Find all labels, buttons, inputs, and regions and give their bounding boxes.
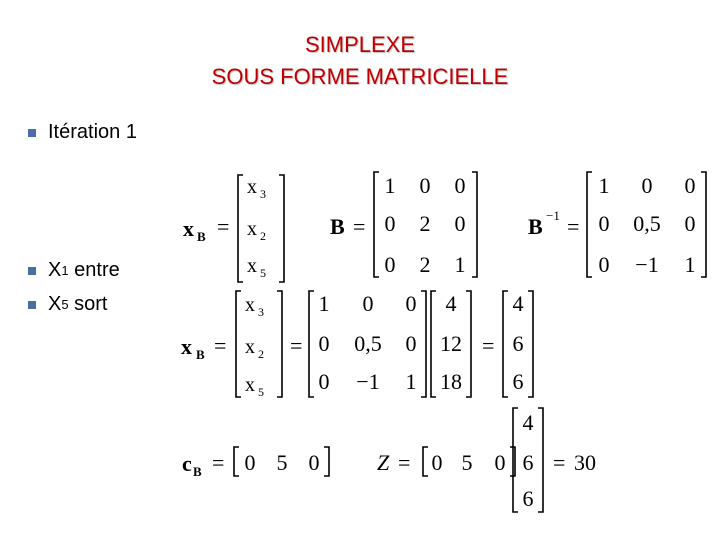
leaving-var: X (48, 293, 62, 315)
equals-sign: = (353, 214, 366, 239)
Z-result: 30 (574, 450, 596, 475)
slide-title-line2: SOUS FORME MATRICIELLE (211, 64, 509, 89)
matrix-cell: 0 (318, 369, 330, 394)
right-bracket (466, 291, 471, 397)
equals-sign: = (217, 214, 230, 239)
eq2 (181, 291, 533, 399)
right-bracket (277, 291, 282, 397)
left-bracket (234, 447, 239, 476)
entering-var: X (48, 259, 62, 281)
matrix-cell: −1 (356, 369, 380, 394)
slide-title-line1: SIMPLEXE (304, 32, 416, 57)
vector-entry: x $_5$ (247, 255, 266, 280)
eq1-B (330, 172, 477, 277)
right-bracket (472, 172, 477, 277)
xB-sub: B (196, 347, 205, 362)
vector-entry: x $_2$ (245, 336, 264, 361)
matrix-cell: 0 (598, 252, 610, 277)
matrix-cell: 0,5 (633, 211, 661, 236)
matrix-cell: 2 (419, 211, 431, 236)
left-bracket (238, 175, 243, 282)
matrix-cell: 0 (684, 211, 696, 236)
matrix-cell: 0 (384, 252, 396, 277)
bullet-iteration-text: Itération 1 (48, 121, 137, 143)
matrix-cell: 1 (384, 173, 396, 198)
matrix-cell: 0 (419, 173, 431, 198)
xB-label: x (181, 334, 192, 359)
equals-sign: = (214, 333, 227, 358)
right-bracket (279, 175, 284, 282)
matrix-cell: 0 (362, 291, 374, 316)
Z-label: Z (377, 450, 390, 475)
equals-sign: = (553, 450, 566, 475)
matrix-cell: 0 (598, 211, 610, 236)
matrix-cell: 1 (405, 369, 417, 394)
matrix-cell: 0 (641, 173, 653, 198)
Binv-sup: −1 (546, 208, 560, 223)
row-cell: 0 (431, 450, 443, 475)
matrix-cell: 0 (318, 331, 330, 356)
vector-cell: 6 (522, 486, 534, 511)
B-label: B (330, 214, 345, 239)
matrix-cell: 1 (684, 252, 696, 277)
right-bracket (421, 291, 426, 397)
xB-sub: B (197, 229, 206, 244)
row-cell: 0 (308, 450, 320, 475)
vector-cell: 4 (445, 291, 457, 316)
left-bracket (503, 291, 508, 397)
cB-label: c (182, 451, 192, 476)
vector-cell: 4 (522, 410, 534, 435)
right-bracket (701, 172, 706, 277)
eq3 (182, 408, 596, 512)
eq1-Binv (528, 172, 706, 277)
left-bracket (374, 172, 379, 277)
vector-cell: 18 (440, 369, 462, 394)
cB-sub: B (193, 464, 202, 479)
matrix-cell: 0 (405, 291, 417, 316)
equals-sign: = (212, 450, 225, 475)
entering-text: entre (68, 259, 120, 281)
leaving-var-sub: 5 (61, 297, 69, 312)
vector-cell: 6 (512, 369, 524, 394)
matrix-cell: 0 (454, 173, 466, 198)
vector-entry: x $_5$ (245, 374, 264, 399)
vector-entry: x $_3$ (245, 294, 264, 319)
entering-var-sub: 1 (61, 263, 69, 278)
leaving-text: sort (68, 293, 108, 315)
matrix-cell: −1 (635, 252, 659, 277)
matrix-cell: 2 (419, 252, 431, 277)
equals-sign: = (567, 214, 580, 239)
left-bracket (423, 447, 428, 476)
vector-entry: x $_2$ (247, 218, 266, 243)
vector-entry: x $_3$ (247, 176, 266, 201)
row-cell: 5 (276, 450, 288, 475)
matrix-cell: 1 (598, 173, 610, 198)
vector-cell: 6 (512, 331, 524, 356)
right-bracket (538, 408, 543, 512)
matrix-cell: 0 (684, 173, 696, 198)
left-bracket (236, 291, 241, 397)
matrix-cell: 0,5 (354, 331, 382, 356)
right-bracket (528, 291, 533, 397)
vector-cell: 12 (440, 331, 462, 356)
left-bracket (309, 291, 314, 397)
row-cell: 0 (494, 450, 506, 475)
left-bracket (587, 172, 592, 277)
matrix-cell: 0 (405, 331, 417, 356)
matrix-cell: 0 (384, 211, 396, 236)
equals-sign: = (482, 333, 495, 358)
xB-label: x (183, 216, 194, 241)
matrix-cell: 1 (454, 252, 466, 277)
row-cell: 0 (244, 450, 256, 475)
vector-cell: 4 (512, 291, 524, 316)
vector-cell: 6 (522, 450, 534, 475)
Binv-label: B (528, 214, 543, 239)
matrix-cell: 1 (318, 291, 330, 316)
matrix-cell: 0 (454, 211, 466, 236)
equals-sign: = (398, 450, 411, 475)
equals-sign: = (290, 333, 303, 358)
eq1-xB (183, 175, 284, 282)
right-bracket (324, 447, 329, 476)
left-bracket (431, 291, 436, 397)
row-cell: 5 (461, 450, 473, 475)
